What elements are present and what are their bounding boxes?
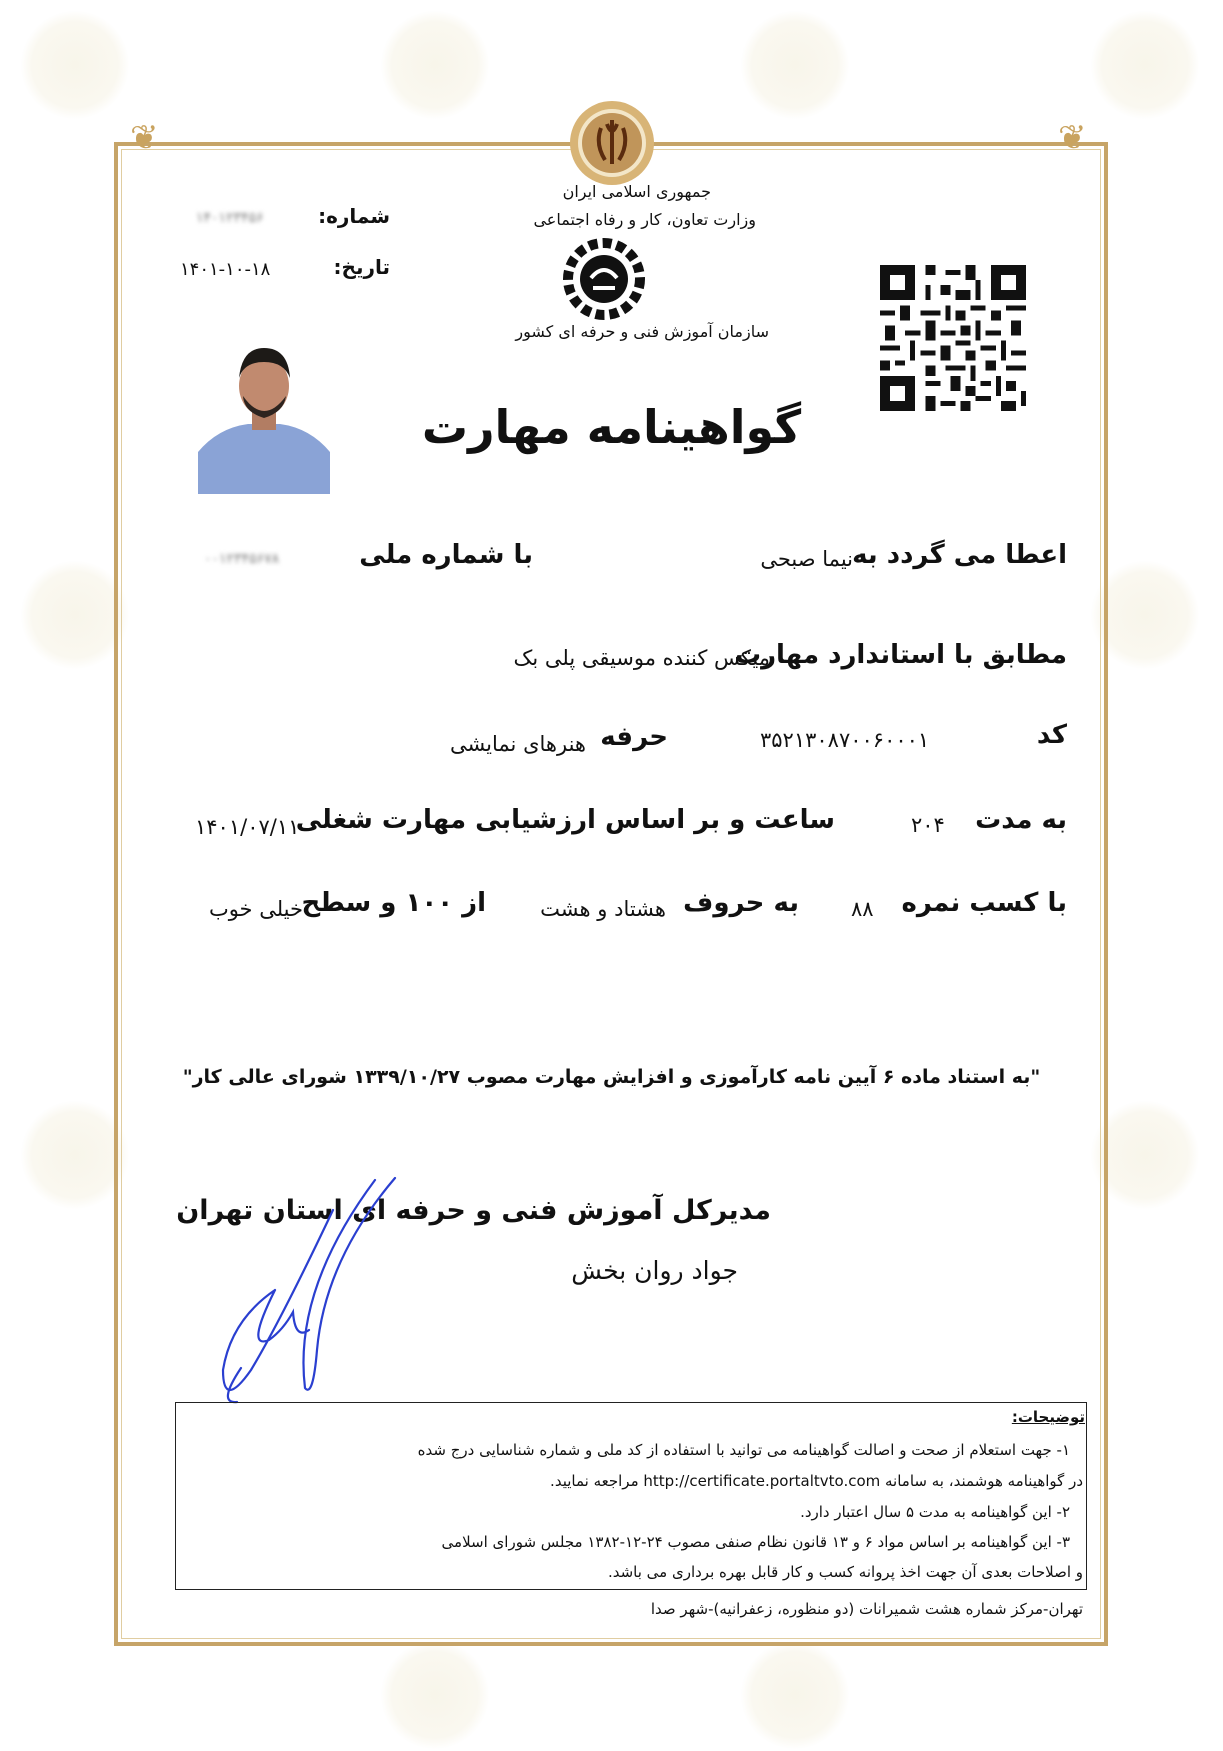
notes-heading: توضیحات: xyxy=(1011,1408,1085,1426)
score-value: ۸۸ xyxy=(851,897,874,921)
notes-line-1: ۱- جهت استعلام از صحت و اصالت گواهینامه می توانید با استفاده از کد ملی و شماره شناسایی درج شده xyxy=(417,1441,1070,1459)
national-id-value: ۰۰۱۲۳۴۵۶۷۸ xyxy=(204,551,280,567)
watermark-tile xyxy=(380,1640,490,1750)
notes-line-3: ۲- این گواهینامه به مدت ۵ سال اعتبار دارد. xyxy=(800,1503,1070,1521)
corner-ornament-icon: ❦ xyxy=(1058,118,1087,158)
name-value: نیما صبحی xyxy=(760,547,853,571)
watermark-tile xyxy=(740,1640,850,1750)
certificate-title: گواهینامه مهارت xyxy=(421,400,802,454)
signatory-name: جواد روان بخش xyxy=(571,1256,738,1285)
assessment-date: ۱۴۰۱/۰۷/۱۱ xyxy=(195,815,300,839)
notes-line-4: ۳- این گواهینامه بر اساس مواد ۶ و ۱۳ قانون نظام صنفی مصوب ۲۴-۱۲-۱۳۸۲ مجلس شورای اسلامی xyxy=(441,1533,1070,1551)
watermark-tile xyxy=(20,10,130,120)
code-label: کد xyxy=(1036,720,1067,750)
granted-label: اعطا می گردد به xyxy=(852,540,1067,570)
standard-value: میکس کننده موسیقی پلی بک xyxy=(513,646,770,670)
number-label: شماره: xyxy=(318,204,390,228)
watermark-tile xyxy=(380,10,490,120)
profession-label: حرفه xyxy=(600,722,668,752)
notes-line-5: و اصلاحات بعدی آن جهت اخذ پروانه کسب و کار قابل بهره برداری می باشد. xyxy=(607,1563,1083,1581)
footer-address: تهران-مرکز شماره هشت شمیرانات (دو منظوره، زعفرانیه)-شهر صدا xyxy=(650,1600,1083,1618)
watermark-tile xyxy=(1090,10,1200,120)
organization-name: سازمان آموزش فنی و حرفه ای کشور xyxy=(515,322,769,341)
duration-value: ۲۰۴ xyxy=(911,813,945,837)
letters-value: هشتاد و هشت xyxy=(540,897,666,921)
letters-label: به حروف xyxy=(683,888,799,918)
notes-line-2: در گواهینامه هوشمند، به سامانه http://certificate.portaltvto.com مراجعه نمایید. xyxy=(550,1472,1083,1490)
national-id-label: با شماره ملی xyxy=(359,540,533,570)
legal-note: "به استناد ماده ۶ آیین نامه کارآموزی و افزایش مهارت مصوب ۱۳۳۹/۱۰/۲۷ شورای عالی کار" xyxy=(182,1066,1041,1088)
hours-label: ساعت و بر اساس ارزشیابی مهارت شغلی xyxy=(295,805,835,835)
country-name: جمهوری اسلامی ایران xyxy=(562,182,711,201)
corner-ornament-icon: ❦ xyxy=(130,118,159,158)
date-value: ۱۴۰۱-۱۰-۱۸ xyxy=(180,259,271,280)
signature-icon xyxy=(205,1170,405,1430)
tvto-logo-icon xyxy=(563,238,645,320)
date-label: تاریخ: xyxy=(333,255,390,279)
score-label: با کسب نمره xyxy=(901,888,1067,918)
number-value: ۱۴۰۱۲۳۴۵۶ xyxy=(196,210,264,226)
duration-label: به مدت xyxy=(975,805,1067,835)
ministry-name: وزارت تعاون، کار و رفاه اجتماعی xyxy=(533,210,756,229)
standard-label: مطابق با استاندارد مهارت xyxy=(734,640,1067,670)
signatory-position: مدیرکل آموزش فنی و حرفه ای استان تهران xyxy=(176,1195,771,1226)
notes-box xyxy=(175,1402,1087,1590)
watermark-tile xyxy=(740,10,850,120)
level-value: خیلی خوب xyxy=(208,897,303,921)
code-value: ۳۵۲۱۳۰۸۷۰۰۶۰۰۰۱ xyxy=(760,728,930,752)
level-label: از ۱۰۰ و سطح xyxy=(301,888,486,918)
profession-value: هنرهای نمایشی xyxy=(449,732,586,756)
iran-emblem-icon xyxy=(567,98,657,188)
qr-code-icon xyxy=(880,265,1026,411)
